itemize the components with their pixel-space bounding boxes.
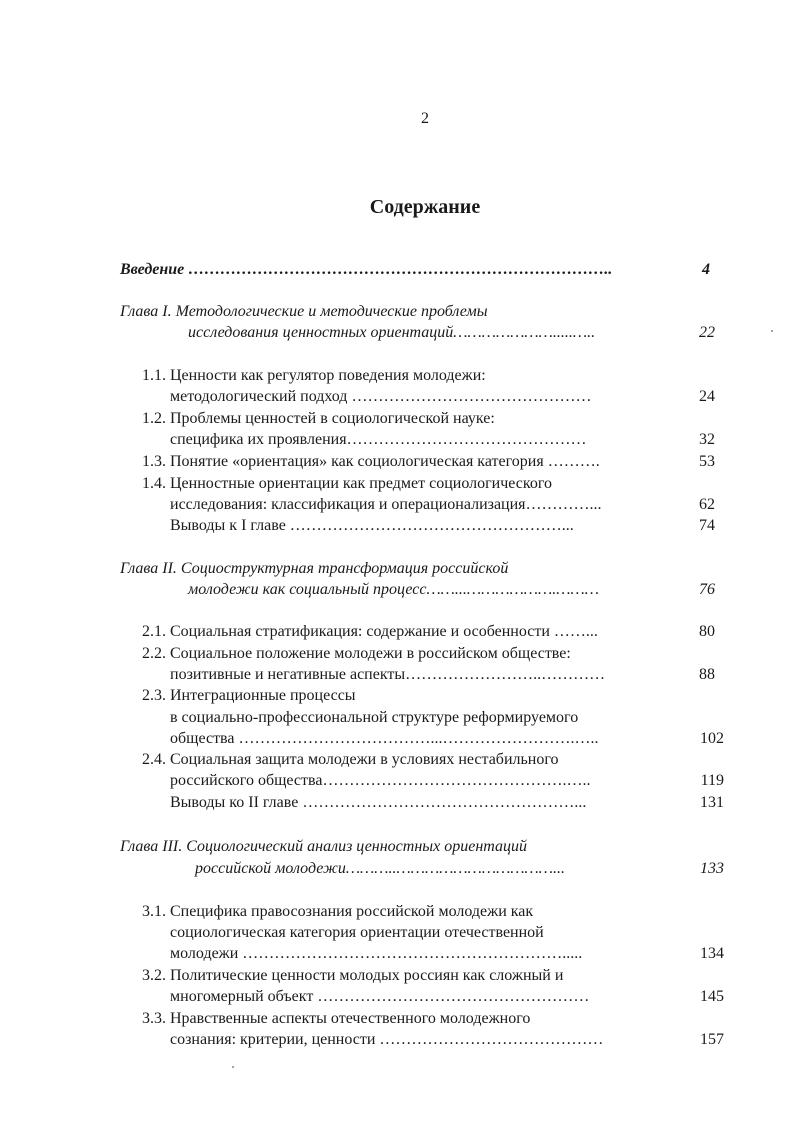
section-1-2-cont: специфика их проявления………………………………………	[170, 431, 587, 448]
page-number: 2	[421, 110, 429, 127]
chapter1-page: 22	[699, 324, 715, 341]
section-2-2: 2.2. Социальное положение молодежи в российском обществе:	[142, 645, 571, 662]
section-3-3-page: 157	[700, 1031, 724, 1048]
section-3-2-page: 145	[700, 988, 724, 1005]
chapter2-title-cont: молодежи как социальный процесс……...……………….………	[188, 581, 599, 598]
toc-intro: Введение ……………………………………………………………………..	[120, 261, 613, 278]
scan-speck	[771, 330, 773, 332]
section-1-2: 1.2. Проблемы ценностей в социологической науке:	[142, 410, 495, 427]
section-1-3-page: 53	[699, 453, 715, 470]
chapter1-title: Глава I. Методологические и методические проблемы	[120, 303, 488, 320]
section-1-1-cont: методологический подход ………………………………………	[170, 388, 592, 405]
scan-speck	[232, 1066, 234, 1068]
section-3-1-cont: социологическая категория ориентации отечественной	[170, 924, 544, 941]
toc-intro-page: 4	[702, 261, 710, 278]
section-1-3: 1.3. Понятие «ориентация» как социологическая категория ……….	[142, 453, 600, 470]
section-3-1-cont2: молодежи …………………………………………………….....	[170, 945, 583, 962]
section-1-4-page: 62	[699, 496, 715, 513]
chapter3-title: Глава III. Социологический анализ ценностных ориентаций	[120, 838, 527, 855]
section-2-3-cont: в социально-профессиональной структуре реформируемого	[170, 709, 579, 726]
section-3-1-page: 134	[700, 945, 724, 962]
section-3-2-cont: многомерный объект ……………………………………………	[170, 988, 590, 1005]
section-1-1-page: 24	[699, 388, 715, 405]
section-1-1: 1.1. Ценности как регулятор поведения молодежи:	[142, 367, 486, 384]
section-2-4-page: 119	[700, 772, 724, 789]
chapter3-page: 133	[700, 860, 724, 877]
chapter2-page: 76	[699, 581, 715, 598]
page-title: Содержание	[369, 196, 481, 218]
section-2-2-cont: позитивные и негативные аспекты……………………..…………	[170, 666, 606, 683]
chapter1-title-cont: исследования ценностных ориентаций………………….....…..	[188, 324, 596, 341]
section-3-2: 3.2. Политические ценности молодых россиян как сложный и	[142, 967, 564, 984]
chapter2-title: Глава II. Социоструктурная трансформация российской	[120, 560, 509, 577]
section-2-3-cont2: общества ………………………………...…………………….…..	[170, 730, 599, 747]
section-2-2-page: 88	[699, 666, 715, 683]
section-3-3-cont: сознания: критерии, ценности ……………………………………	[170, 1031, 604, 1048]
section-3-1: 3.1. Специфика правосознания российской молодежи как	[142, 903, 534, 920]
section-2-3: 2.3. Интеграционные процессы	[142, 687, 356, 704]
chapter3-title-cont: российской молодежи………..……………………………...	[195, 860, 565, 877]
section-2-4: 2.4. Социальная защита молодежи в условиях нестабильного	[142, 751, 559, 768]
section-1-4: 1.4. Ценностные ориентации как предмет социологического	[142, 475, 553, 492]
section-1-4-cont: исследования: классификация и операционализация…………...	[170, 496, 602, 513]
section-2-4-cont: российского общества……………………………………….…..	[170, 772, 591, 789]
chapter1-conclusions-page: 74	[699, 517, 715, 534]
section-2-1: 2.1. Социальная стратификация: содержание и особенности ……...	[142, 623, 598, 640]
chapter1-conclusions: Выводы к I главе ……………………………………………...	[170, 517, 574, 534]
chapter2-conclusions-page: 131	[700, 794, 724, 811]
section-3-3: 3.3. Нравственные аспекты отечественного молодежного	[142, 1010, 531, 1027]
section-2-3-page: 102	[700, 730, 724, 747]
chapter2-conclusions: Выводы ко II главе ……………………………………………...	[170, 794, 587, 811]
section-1-2-page: 32	[699, 431, 715, 448]
section-2-1-page: 80	[699, 623, 715, 640]
